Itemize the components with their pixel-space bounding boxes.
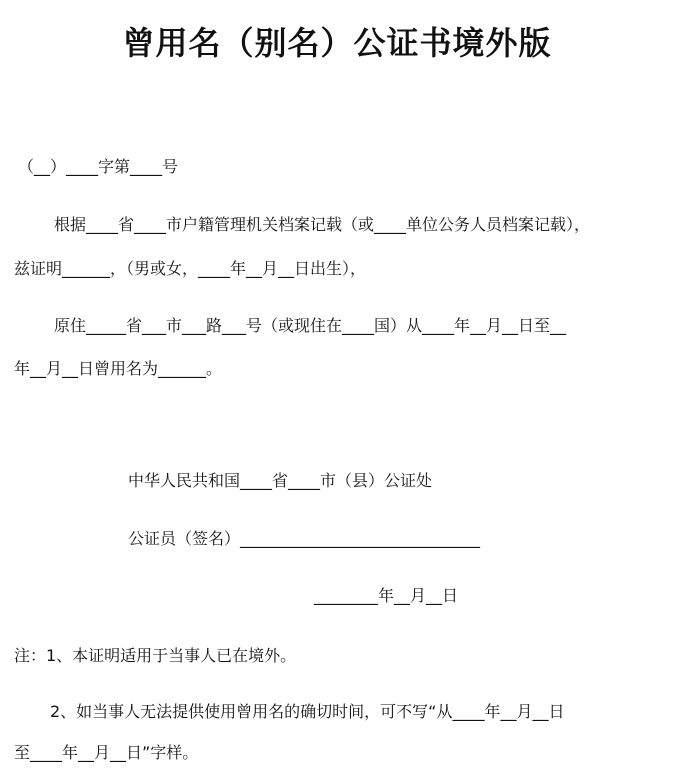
notary-signature-text: 公证员（签名）______________________________: [128, 529, 481, 548]
certificate-number-line: [18, 156, 178, 178]
paragraph-line-2: [14, 258, 366, 280]
date-line: [314, 585, 458, 607]
note-line-3: [14, 742, 198, 764]
note-text-2: 2、如当事人无法提供使用曾用名的确切时间，可不写“从____年__月__日: [50, 702, 565, 721]
paragraph-line-3: [54, 315, 566, 337]
paragraph-text-4: 年__月__日曾用名为______。: [14, 359, 223, 378]
notary-office-line: [128, 470, 432, 492]
notary-office-text: 中华人民共和国____省____市（县）公证处: [128, 471, 433, 490]
document-title: 曾用名（别名）公证书境外版: [122, 24, 552, 62]
paragraph-text-1: 根据____省____市户籍管理机关档案记载（或____单位公务人员档案记载），: [54, 215, 591, 234]
paragraph-text-2: 兹证明______，（男或女，____年__月__日出生），: [14, 259, 367, 278]
notary-signature-line: [128, 528, 480, 550]
certificate-number-text: （__）____字第____号: [18, 157, 179, 176]
paragraph-line-4: [14, 358, 222, 380]
note-line-2: [50, 701, 564, 723]
paragraph-text-3: 原住_____省___市___路___号（或现住在____国）从____年__月__日至__: [54, 316, 567, 335]
note-text-1: 注：1、本证明适用于当事人已在境外。: [14, 646, 297, 665]
note-line-1: [14, 645, 296, 667]
paragraph-line-1: [54, 214, 590, 236]
note-text-3: 至____年__月__日”字样。: [14, 743, 199, 762]
date-text: ________年__月__日: [314, 586, 459, 605]
